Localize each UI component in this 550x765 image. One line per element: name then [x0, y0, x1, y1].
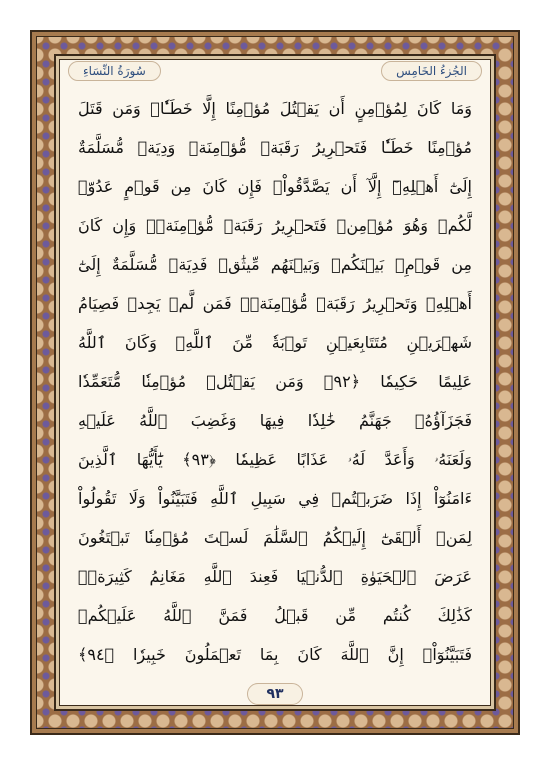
mushaf-page — [30, 30, 520, 735]
text-line: لِمَنۡ أَلۡقَىٰٓ إِلَيۡكُمُ ٱلسَّلَٰمَ لَسۡتَ مُؤۡمِنٗا تَبۡتَغُونَ — [78, 528, 472, 547]
text-line: وَمَا كَانَ لِمُؤۡمِنٍ أَن يَقۡتُلَ مُؤۡمِنًا إِلَّا خَطَـٔٗاۚ وَمَن قَتَلَ — [78, 99, 472, 118]
text-line: فَتَبَيَّنُوٓاْۚ إِنَّ ٱللَّهَ كَانَ بِمَا تَعۡمَلُونَ خَبِيرٗا ﴿٩٤﴾ — [78, 645, 472, 664]
page-footer — [32, 683, 518, 705]
text-line: إِلَىٰٓ أَهۡلِهِۦٓ إِلَّآ أَن يَصَّدَّقُواْۚ فَإِن كَانَ مِن قَوۡمٍ عَدُوّٖ — [78, 177, 472, 196]
text-line: وَلَعَنَهُۥ وَأَعَدَّ لَهُۥ عَذَابًا عَظِيمٗا ﴿٩٣﴾ يَٰٓأَيُّهَا ٱلَّذِينَ — [78, 450, 472, 469]
text-line: ءَامَنُوٓاْ إِذَا ضَرَبۡتُمۡ فِي سَبِيلِ ٱللَّهِ فَتَبَيَّنُواْ وَلَا تَقُولُواْ — [78, 489, 472, 508]
verse-text — [78, 92, 472, 671]
text-line: فَجَزَآؤُهُۥ جَهَنَّمُ خَٰلِدٗا فِيهَا وَغَضِبَ ٱللَّهُ عَلَيۡهِ — [78, 411, 472, 430]
text-line: كَذَٰلِكَ كُنتُم مِّن قَبۡلُ فَمَنَّ ٱللَّهُ عَلَيۡكُمۡ — [78, 606, 472, 625]
text-line: عَلِيمًا حَكِيمٗا ﴿٩٢﴾ وَمَن يَقۡتُلۡ مُؤۡمِنٗا مُّتَعَمِّدٗا — [78, 372, 472, 391]
surah-label: سُورَةُ النِّسَاءِ — [68, 61, 161, 81]
juz-label: الجُزءُ الخَامِس — [381, 61, 482, 81]
text-line: عَرَضَ ٱلۡحَيَوٰةِ ٱلدُّنۡيَا فَعِندَ ٱللَّهِ مَغَانِمُ كَثِيرَةٞۚ — [78, 567, 472, 586]
text-line: مُؤۡمِنًا خَطَـٔٗا فَتَحۡرِيرُ رَقَبَةٖ مُّؤۡمِنَةٖ وَدِيَةٞ مُّسَلَّمَةٌ — [78, 138, 472, 157]
text-line: مِن قَوۡمِۭ بَيۡنَكُمۡ وَبَيۡنَهُم مِّيثَٰقٞ فَدِيَةٞ مُّسَلَّمَةٌ إِلَىٰٓ — [78, 255, 472, 274]
text-line: شَهۡرَيۡنِ مُتَتَابِعَيۡنِ تَوۡبَةٗ مِّنَ ٱللَّهِۗ وَكَانَ ٱللَّهُ — [78, 333, 472, 352]
page-number: ٩٣ — [247, 683, 302, 705]
text-line: لَّكُمۡ وَهُوَ مُؤۡمِنٞ فَتَحۡرِيرُ رَقَبَةٖ مُّؤۡمِنَةٖۖ وَإِن كَانَ — [78, 216, 472, 235]
text-line: أَهۡلِهِۦ وَتَحۡرِيرُ رَقَبَةٖ مُّؤۡمِنَةٖۖ فَمَن لَّمۡ يَجِدۡ فَصِيَامُ — [78, 294, 472, 313]
page-header — [58, 58, 492, 84]
